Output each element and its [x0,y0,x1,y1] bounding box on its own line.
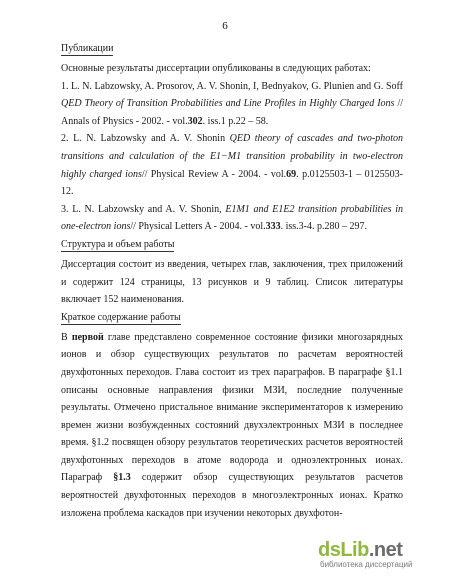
reference-item [61,201,403,236]
summary-text-continued: содержит обзор существующих результатов расчетов вероятностей двухфотонных переходов в многоэлектронных ионах. Кратко изложена проблема каскадов при изучении некоторых двухфотон- [61,472,403,519]
reference-authors: 3. L. N. Labzowsky and A. V. Shonin, [61,203,222,215]
summary-bold-word: первой [71,331,104,343]
reference-pages: . iss.1 p.22 – 58. [202,115,269,127]
publications-heading: Публикации [61,43,114,54]
publications-intro: Основные результаты диссертации опубликованы в следующих работах: [61,63,371,74]
reference-journal: // Physical Review A - 2004. - vol. [141,168,287,180]
watermark [318,540,436,568]
reference-title: QED Theory of Transition Probabilities and Line Profiles in Highly Charged Ions [61,98,395,110]
reference-item [61,130,403,200]
reference-volume: 333 [265,221,281,233]
structure-heading: Структура и объем работы [61,238,175,250]
summary-text: главе представлено современное состояние физики многозарядных ионов и обзор существующих результатов по расчетам вероятностей двухфотонных переходов. Глава состоит из трех параграфов. В параграфе §1.1 описаны основные направления физики МЗИ, последние полученные результаты. Отмечено пристальное внимание экспериментаторов к измерению времен жизни возбужденных состояний двухэлектронных МЗИ в последнее время. §1.2 посвящен обзору результатов теоретических расчетов вероятностей двухфотонных переходов в атоме водорода и одноэлектронных ионах. Параграф [61,331,403,484]
summary-bold-section: §1.3 [113,472,131,484]
page-number: 6 [222,20,228,32]
reference-pages: . iss.3-4. p.280 – 297. [280,221,368,233]
reference-title: QED theory of cascades and two-photon transitions and calculation of the E1−M1 transition probability in two-electron highly charged ions [61,133,403,180]
summary-paragraph [61,329,403,523]
reference-authors: 2. L. N. Labzowsky and A. V. Shonin [61,133,226,145]
watermark-logo-tld: net [373,539,403,561]
watermark-subtitle: библиотека диссертаций [320,560,413,569]
reference-volume: 302 [187,115,203,127]
watermark-logo-main: dsLib [318,539,369,561]
summary-prefix: В [61,331,72,343]
reference-authors: 1. L. N. Labzowsky, A. Prosorov, A. V. Shonin, I, Bednyakov, G. Plunien and G. Soff [61,80,403,92]
watermark-logo-dot: . [368,539,374,561]
watermark-logo [318,540,402,560]
structure-text: Диссертация состоит из введения, четырех глав, заключения, трех приложений и содержит 124 страницы, 13 рисунков и 9 таблиц. Список литературы включает 152 наименования. [61,258,403,306]
reference-journal: // Annals of Physics - 2002. - vol. [61,98,403,127]
reference-volume: 69 [286,168,297,180]
summary-heading: Краткое содержание работы [61,311,181,323]
reference-journal: // Physical Letters A - 2004. - vol. [130,221,266,233]
reference-item [61,78,403,131]
reference-title: E1M1 and E1E2 transition probabilities in one-electron ions [61,203,404,233]
reference-pages: . p.0125503-1 – 0125503-12. [61,168,404,198]
document-body [61,40,403,522]
